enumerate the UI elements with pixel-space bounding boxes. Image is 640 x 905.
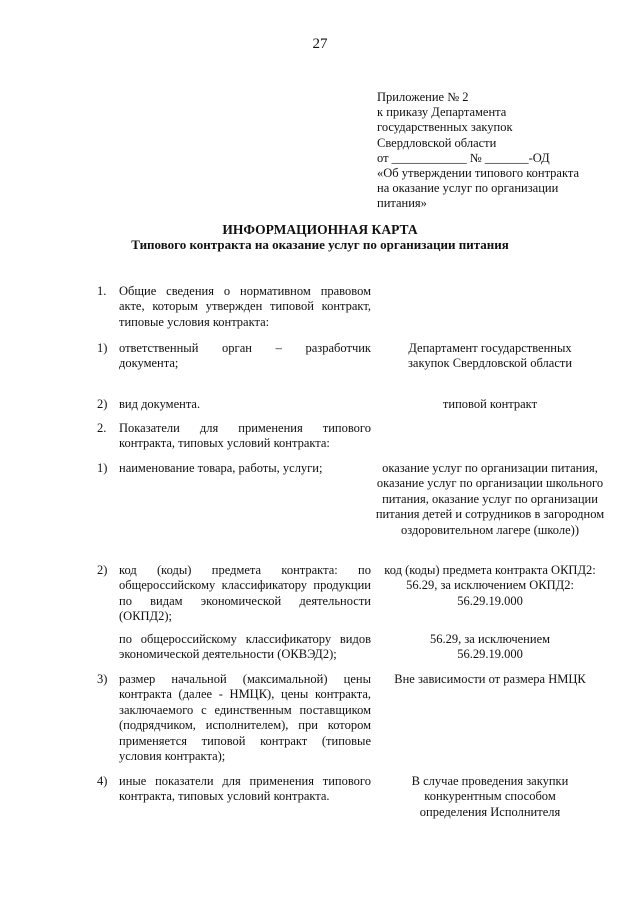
appendix-line: Приложение № 2 — [377, 90, 469, 104]
appendix-line: «Об утверждении типового контракта — [377, 166, 580, 181]
row-left-text: иные показатели для применения типового контракта, типовых условий контракта. — [119, 774, 371, 804]
row-number: 1) — [97, 341, 108, 355]
appendix-line: на оказание услуг по организации — [377, 181, 559, 196]
row-right-text: Департамент государственных закупок Свердловской области — [407, 341, 573, 371]
row-left-text: размер начальной (максимальной) цены контракта (далее - НМЦК), цены контракта, заключаемого с единственным поставщиком (подрядчиком, исполнителем), при котором применяется типовой контракт (типовые условия контракта); — [119, 672, 371, 764]
appendix-line: к приказу Департамента — [377, 105, 507, 120]
row-left-text: Показатели для применения типового контракта, типовых условий контракта: — [119, 421, 371, 451]
row-number: 1) — [97, 461, 108, 475]
row-number: 4) — [97, 774, 108, 788]
row-number: 2. — [97, 421, 107, 435]
row-right-text: типовой контракт — [442, 397, 538, 411]
appendix-block — [377, 90, 617, 212]
appendix-line: государственных закупок — [377, 120, 513, 135]
document-title: ИНФОРМАЦИОННАЯ КАРТА — [222, 222, 418, 237]
appendix-line: Свердловской области — [377, 135, 497, 150]
row-number: 1. — [97, 284, 107, 298]
row-left-text: вид документа. — [119, 397, 201, 411]
appendix-line: от ____________ № _______-ОД — [377, 150, 550, 165]
document-subtitle: Типового контракта на оказание услуг по организации питания — [131, 237, 509, 252]
row-number: 2) — [97, 397, 108, 411]
row-number: 2) — [97, 563, 108, 577]
row-right-text: код (коды) предмета контракта ОКПД2: 56.29, за исключением ОКПД2: 56.29.19.000 — [384, 563, 596, 608]
row-number: 3) — [97, 672, 108, 686]
row-left-text: Общие сведения о нормативном правовом акте, которым утвержден типовой контракт, типовые условия контракта: — [119, 284, 371, 329]
page-number: 27 — [312, 36, 328, 52]
row-right-text: 56.29, за исключением 56.29.19.000 — [429, 632, 551, 662]
row-left-text: код (коды) предмета контракта: по общероссийскому классификатору продукции по видам экономической деятельности (ОКПД2); — [119, 563, 371, 624]
appendix-line: питания» — [377, 196, 427, 211]
row-left-text: ответственный орган – разработчик документа; — [119, 341, 371, 371]
row-right-text: оказание услуг по организации питания, оказание услуг по организации школьного питания, оказание услуг по организации питания детей и сотрудников в загородном оздоровительном лагере (школе)) — [375, 461, 605, 537]
row-left-text: по общероссийскому классификатору видов экономической деятельности (ОКВЭД2); — [119, 632, 371, 662]
row-right-text: В случае проведения закупки конкурентным способом определения Исполнителя — [411, 774, 569, 819]
row-right-text: Вне зависимости от размера НМЦК — [394, 672, 586, 686]
row-left-text: наименование товара, работы, услуги; — [119, 461, 323, 475]
